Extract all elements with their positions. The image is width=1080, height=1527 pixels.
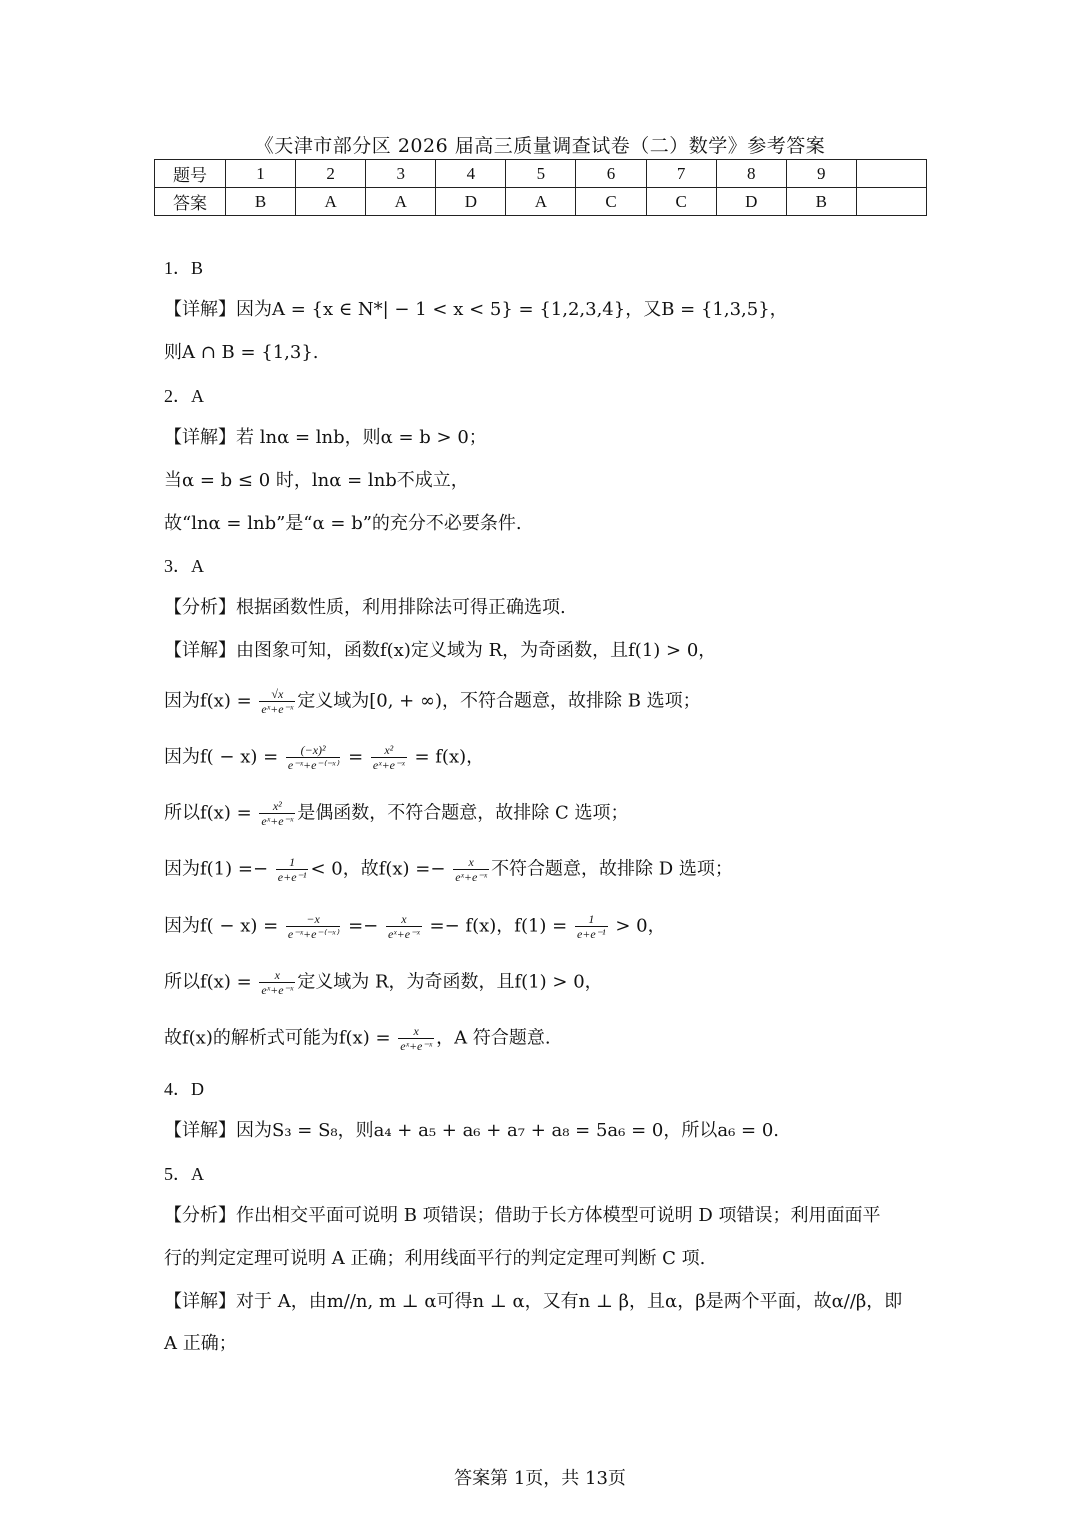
detail-line: 【详解】因为S₃ = S₈，则a₄ + a₅ + a₆ + a₇ + a₈ = 5a₆ = 0，所以a₆ = 0. <box>164 1120 780 1141</box>
fraction <box>276 855 309 884</box>
row-header-number: 题号 <box>155 160 226 188</box>
fraction <box>259 799 295 828</box>
table-cell: 3 <box>366 160 436 188</box>
fraction-numerator: x <box>386 912 422 927</box>
table-cell: 2 <box>296 160 366 188</box>
fraction-numerator: x² <box>259 799 295 814</box>
detail-line: 【详解】由图象可知，函数f(x)定义域为 R，为奇函数，且f(1) > 0， <box>164 640 717 661</box>
text-segment: 定义域为 R，为奇函数，且f(1) > 0， <box>297 971 603 993</box>
fraction <box>286 912 340 941</box>
table-cell: A <box>366 188 436 216</box>
text-segment: 所以f(x) = <box>164 971 258 993</box>
fraction-numerator: x <box>259 968 295 983</box>
table-cell: B <box>226 188 296 216</box>
detail-line <box>164 799 628 828</box>
fraction-numerator: −x <box>286 912 340 927</box>
detail-line: 【详解】若 lnα = lnb，则α = b > 0； <box>164 427 487 448</box>
question-number: 5．A <box>164 1164 204 1184</box>
detail-text: 因为A = {x ∈ N*| − 1 < x < 5} = {1,2,3,4}，又B = {1,3,5}， <box>236 299 788 320</box>
fraction <box>259 968 295 997</box>
table-cell: A <box>296 188 366 216</box>
detail-line <box>164 855 733 884</box>
text-segment: 定义域为[0, + ∞)，不符合题意，故排除 B 选项； <box>297 690 701 712</box>
detail-line: A 正确； <box>164 1333 237 1354</box>
text-segment: < 0，故f(x) =− <box>310 858 452 880</box>
detail-line <box>164 687 701 716</box>
text-segment: ，A 符合题意. <box>436 1027 551 1049</box>
analysis-line: 行的判定定理可说明 A 正确；利用线面平行的判定定理可判断 C 项. <box>164 1248 706 1269</box>
detail-line <box>164 912 666 941</box>
table-cell: 4 <box>436 160 506 188</box>
answer-table <box>154 159 927 216</box>
fraction-denominator: eˣ+e⁻ˣ <box>261 814 294 828</box>
text-segment: 因为f( − x) = <box>164 915 284 937</box>
table-cell: D <box>716 188 786 216</box>
fraction-denominator: e⁻ˣ+e⁻⁽⁻ˣ⁾ <box>287 758 339 772</box>
fraction-numerator: 1 <box>575 912 608 927</box>
fraction-denominator: eˣ+e⁻ˣ <box>387 927 420 941</box>
table-cell: D <box>436 188 506 216</box>
fraction-numerator: x <box>453 855 489 870</box>
fraction-denominator: e+e⁻¹ <box>576 927 606 941</box>
fraction <box>453 855 489 884</box>
fraction <box>286 743 340 772</box>
fraction <box>575 912 608 941</box>
table-cell <box>856 188 926 216</box>
fraction-denominator: eˣ+e⁻ˣ <box>261 702 294 716</box>
text-segment: = f(x)， <box>408 746 485 768</box>
fraction <box>398 1024 434 1053</box>
fraction-numerator: (−x)² <box>286 743 340 758</box>
table-cell: B <box>786 188 856 216</box>
detail-line <box>164 297 788 323</box>
analysis-line: 【分析】作出相交平面可说明 B 项错误；借助于长方体模型可说明 D 项错误；利用面面平 <box>164 1205 881 1226</box>
text-segment: 是偶函数，不符合题意，故排除 C 选项； <box>297 802 629 824</box>
table-cell: 8 <box>716 160 786 188</box>
text-segment: 因为f(x) = <box>164 690 258 712</box>
fraction <box>259 687 295 716</box>
detail-label: 【详解】 <box>164 299 236 320</box>
table-row-answers <box>155 188 927 216</box>
fraction-denominator: eˣ+e⁻ˣ <box>455 870 488 884</box>
question-number: 1．B <box>164 258 204 278</box>
row-header-answer: 答案 <box>155 188 226 216</box>
detail-line: 故“lnα = lnb”是“α = b”的充分不必要条件. <box>164 513 522 534</box>
table-cell: 5 <box>506 160 576 188</box>
detail-line: 当α = b ≤ 0 时，lnα = lnb不成立， <box>164 470 469 491</box>
text-segment: 所以f(x) = <box>164 802 258 824</box>
text-segment: 因为f( − x) = <box>164 746 284 768</box>
question-number: 2．A <box>164 386 204 406</box>
question-number: 3．A <box>164 556 204 576</box>
table-cell <box>856 160 926 188</box>
question-number: 4．D <box>164 1079 204 1099</box>
table-cell: C <box>646 188 716 216</box>
text-segment: 不符合题意，故排除 D 选项； <box>491 858 733 880</box>
fraction-denominator: e⁻ˣ+e⁻⁽⁻ˣ⁾ <box>287 927 339 941</box>
fraction <box>371 743 407 772</box>
detail-line <box>164 743 484 772</box>
fraction-numerator: x <box>398 1024 434 1039</box>
page-footer: 答案第 1页，共 13页 <box>454 1468 626 1489</box>
text-segment: =− <box>342 915 384 937</box>
table-cell: 1 <box>226 160 296 188</box>
detail-line: 【详解】对于 A，由m//n, m ⊥ α可得n ⊥ α，又有n ⊥ β，且α，β是两个平面，故α//β，即 <box>164 1291 903 1312</box>
fraction-denominator: eˣ+e⁻ˣ <box>372 758 405 772</box>
table-cell: C <box>576 188 646 216</box>
detail-line <box>164 1024 551 1053</box>
fraction-denominator: eˣ+e⁻ˣ <box>261 983 294 997</box>
fraction-numerator: x² <box>371 743 407 758</box>
fraction-denominator: e+e⁻¹ <box>277 870 307 884</box>
text-segment: = <box>342 746 369 768</box>
fraction-denominator: eˣ+e⁻ˣ <box>400 1039 433 1053</box>
table-row-numbers <box>155 160 927 188</box>
fraction <box>386 912 422 941</box>
table-cell: 6 <box>576 160 646 188</box>
text-segment: =− f(x)，f(1) = <box>423 915 573 937</box>
text-segment: > 0， <box>609 915 666 937</box>
fraction-numerator: 1 <box>276 855 309 870</box>
text-segment: 因为f(1) =− <box>164 858 274 880</box>
detail-line <box>164 968 603 997</box>
table-cell: 9 <box>786 160 856 188</box>
detail-line: 则A ∩ B = {1,3}. <box>164 342 319 363</box>
page-title: 《天津市部分区 2026 届高三质量调查试卷（二）数学》参考答案 <box>254 135 826 157</box>
analysis-line: 【分析】根据函数性质，利用排除法可得正确选项. <box>164 597 566 618</box>
table-cell: 7 <box>646 160 716 188</box>
text-segment: 故f(x)的解析式可能为f(x) = <box>164 1027 397 1049</box>
table-cell: A <box>506 188 576 216</box>
fraction-numerator: √x <box>259 687 295 702</box>
